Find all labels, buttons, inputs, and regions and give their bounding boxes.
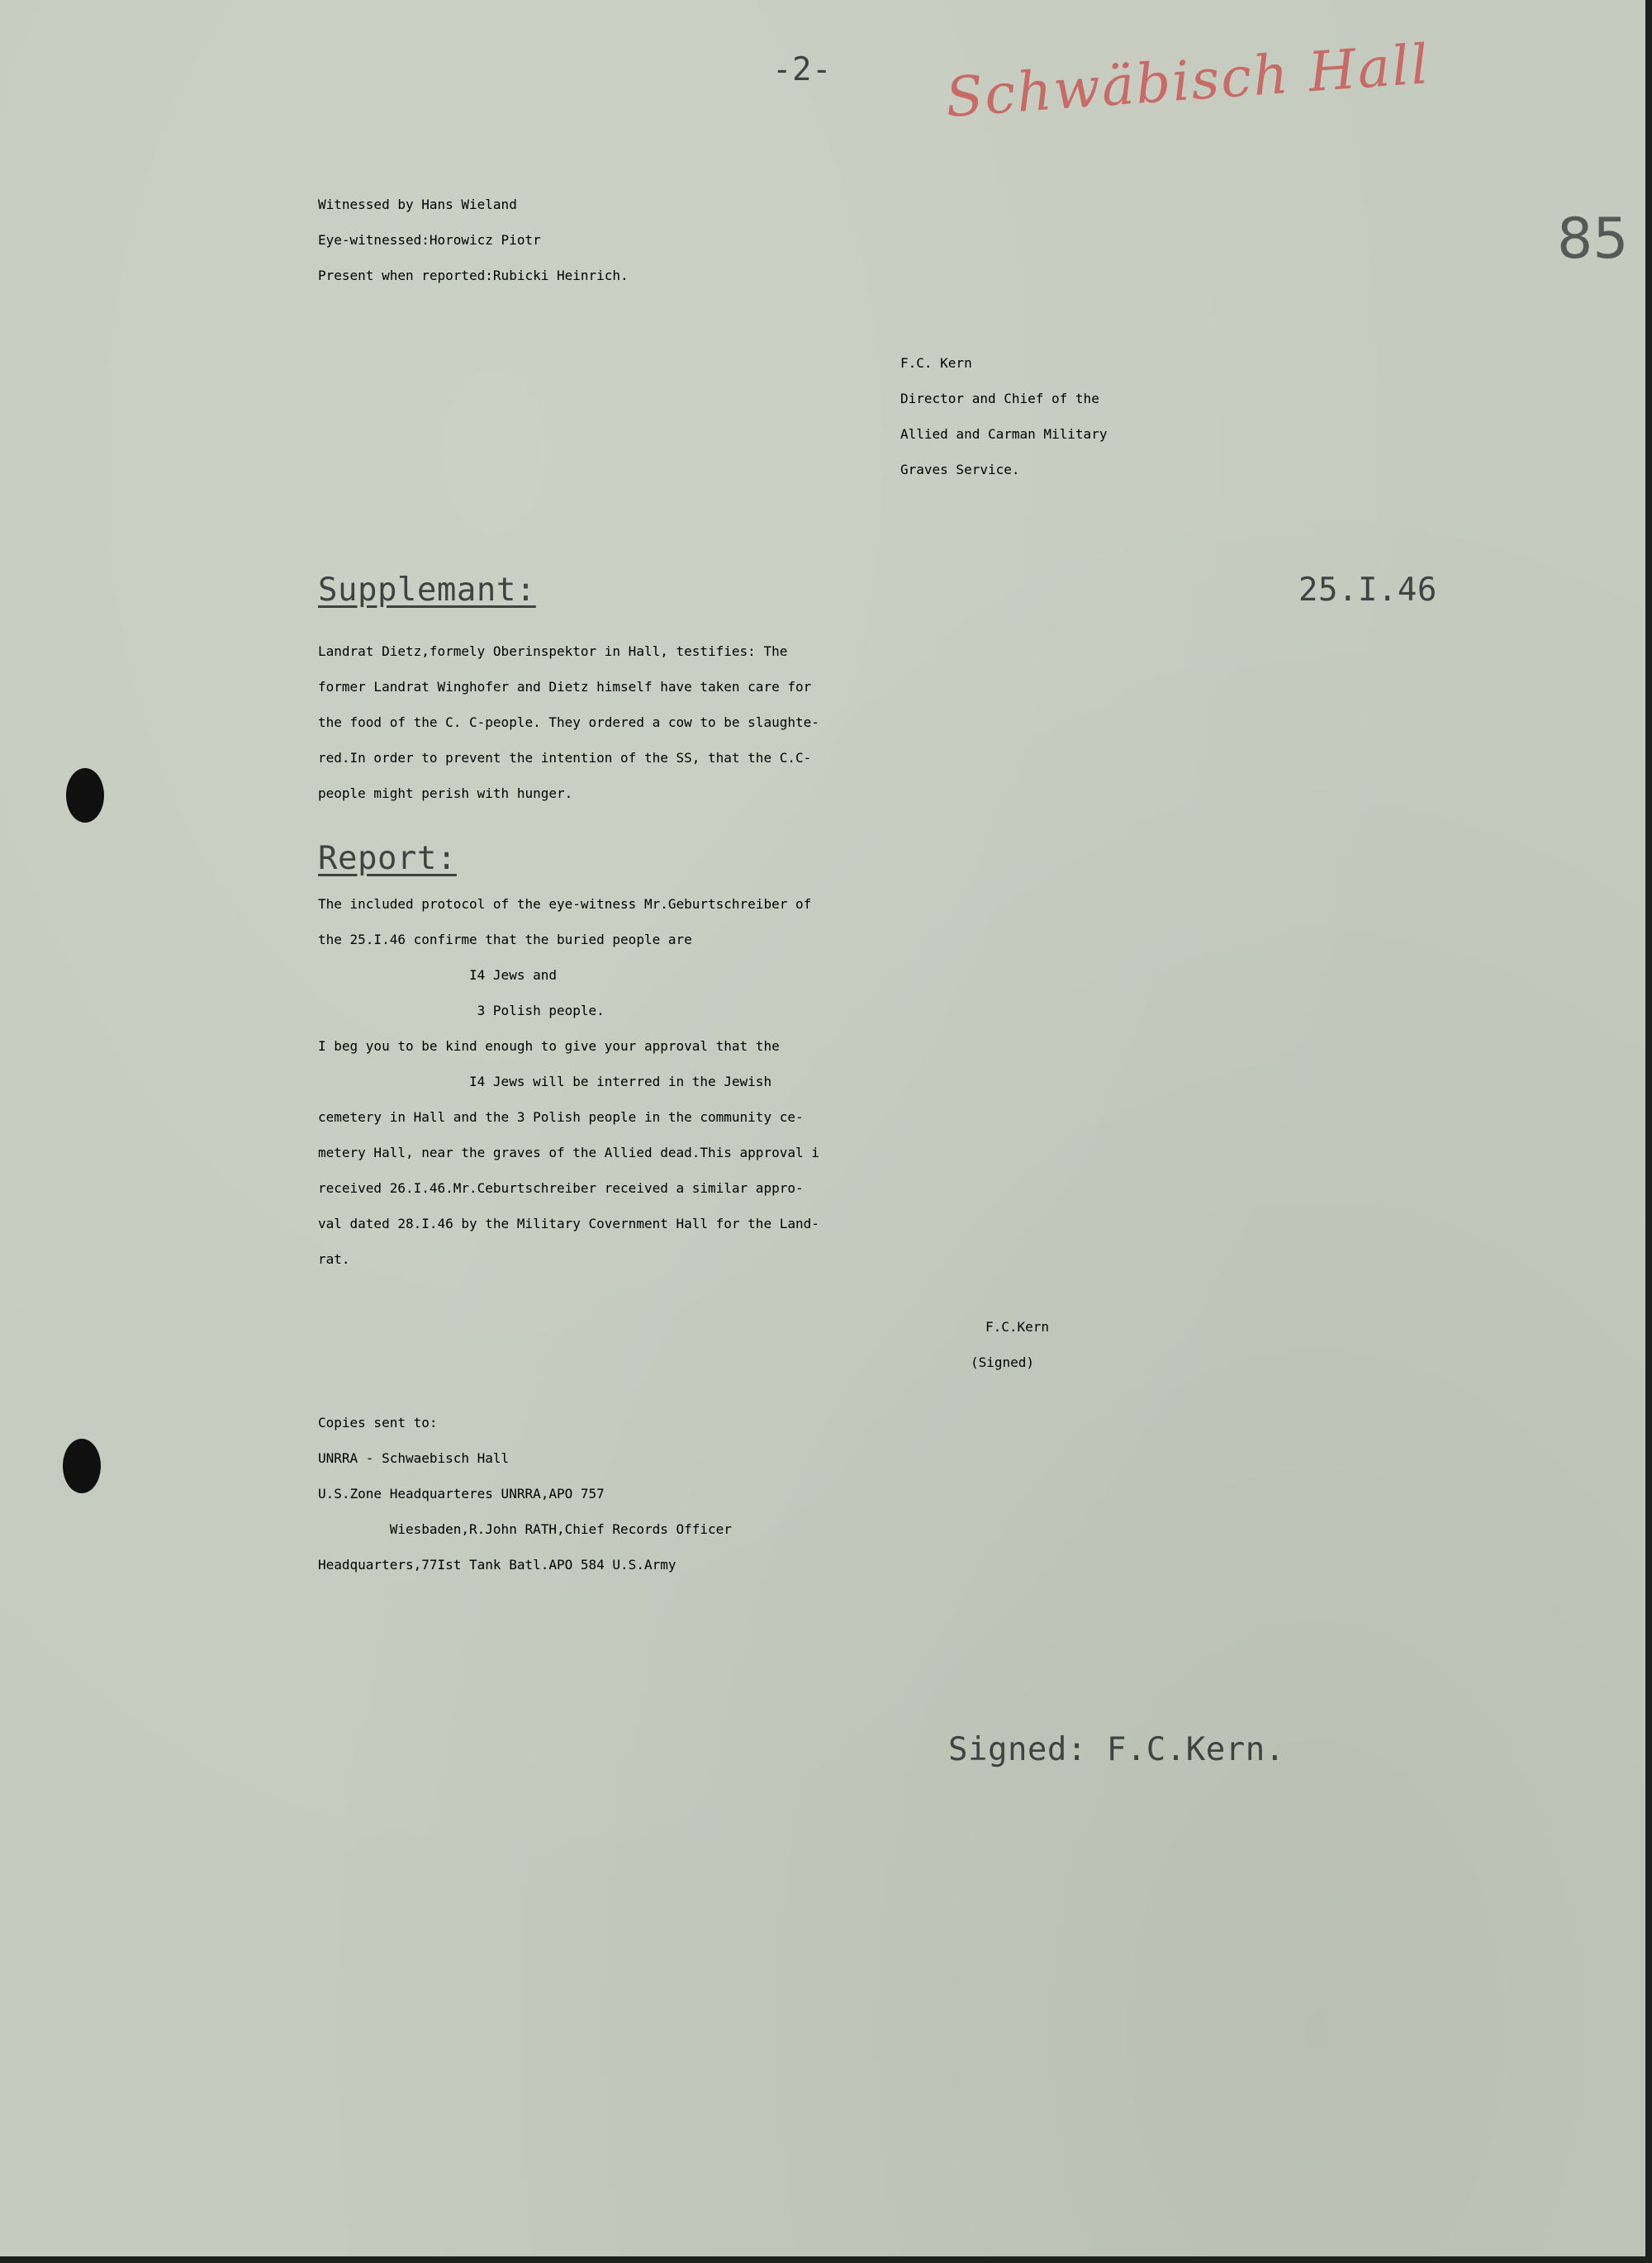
copies-heading: Copies sent to: <box>318 1415 438 1430</box>
report-line: I beg you to be kind enough to give your approval that the <box>318 1038 780 1054</box>
signature-note: (Signed) <box>971 1354 1035 1370</box>
report-line: I4 Jews will be interred in the Jewish <box>318 1074 772 1089</box>
supplement-line: Landrat Dietz,formely Oberinspektor in Hall, testifies: The <box>318 643 788 659</box>
punch-hole <box>63 1439 101 1493</box>
witness-line: Present when reported:Rubicki Heinrich. <box>318 268 629 283</box>
signature-block-director <box>900 355 1611 497</box>
signature-name: F.C.Kern <box>985 1319 1050 1335</box>
signature-line: Graves Service. <box>900 462 1020 477</box>
folio-number: 85 <box>1557 206 1629 272</box>
supplement-line: people might perish with hunger. <box>318 785 573 801</box>
copies-line: Wiesbaden,R.John RATH,Chief Records Officer <box>318 1521 732 1537</box>
signature-line: Allied and Carman Military <box>900 426 1108 442</box>
report-line: the 25.I.46 confirme that the buried people are <box>318 932 692 947</box>
supplement-body <box>318 643 1623 821</box>
supplement-line: the food of the C. C-people. They ordered a cow to be slaughte- <box>318 714 819 730</box>
signature-line: F.C. Kern <box>900 355 972 371</box>
report-line: val dated 28.I.46 by the Military Covernment Hall for the Land- <box>318 1216 819 1231</box>
supplement-line: former Landrat Winghofer and Dietz himself have taken care for <box>318 679 812 695</box>
punch-hole <box>66 768 104 823</box>
signature-line: Director and Chief of the <box>900 391 1099 406</box>
report-line: 3 Polish people. <box>318 1003 605 1018</box>
witness-line: Eye-witnessed:Horowicz Piotr <box>318 232 541 248</box>
witnesses-block <box>318 197 1623 303</box>
copies-line: UNRRA - Schwaebisch Hall <box>318 1450 510 1466</box>
copies-block <box>318 1415 1623 1592</box>
report-line: The included protocol of the eye-witness Mr.Geburtschreiber of <box>318 896 812 912</box>
report-line: metery Hall, near the graves of the Allied dead.This approval i <box>318 1145 819 1160</box>
report-line: I4 Jews and <box>318 967 557 983</box>
signature-block-kern <box>971 1319 1301 1390</box>
copies-line: U.S.Zone Headquarteres UNRRA,APO 757 <box>318 1486 605 1502</box>
final-signature: Signed: F.C.Kern. <box>948 1731 1285 1768</box>
supplement-date: 25.I.46 <box>1298 572 1437 609</box>
supplement-line: red.In order to prevent the intention of the SS, that the C.C- <box>318 750 812 766</box>
handwritten-place-annotation: Schwäbisch Hall <box>943 32 1432 130</box>
report-line: cemetery in Hall and the 3 Polish people in the community ce- <box>318 1109 804 1125</box>
copies-line: Headquarters,77Ist Tank Batl.APO 584 U.S.Army <box>318 1557 676 1573</box>
supplement-heading: Supplemant: <box>318 572 536 609</box>
witness-line: Witnessed by Hans Wieland <box>318 197 517 212</box>
report-line: received 26.I.46.Mr.Ceburtschreiber received a similar appro- <box>318 1180 804 1196</box>
report-heading: Report: <box>318 840 457 877</box>
report-body <box>318 896 1623 1287</box>
page-number: -2- <box>772 51 832 88</box>
report-line: rat. <box>318 1251 350 1267</box>
